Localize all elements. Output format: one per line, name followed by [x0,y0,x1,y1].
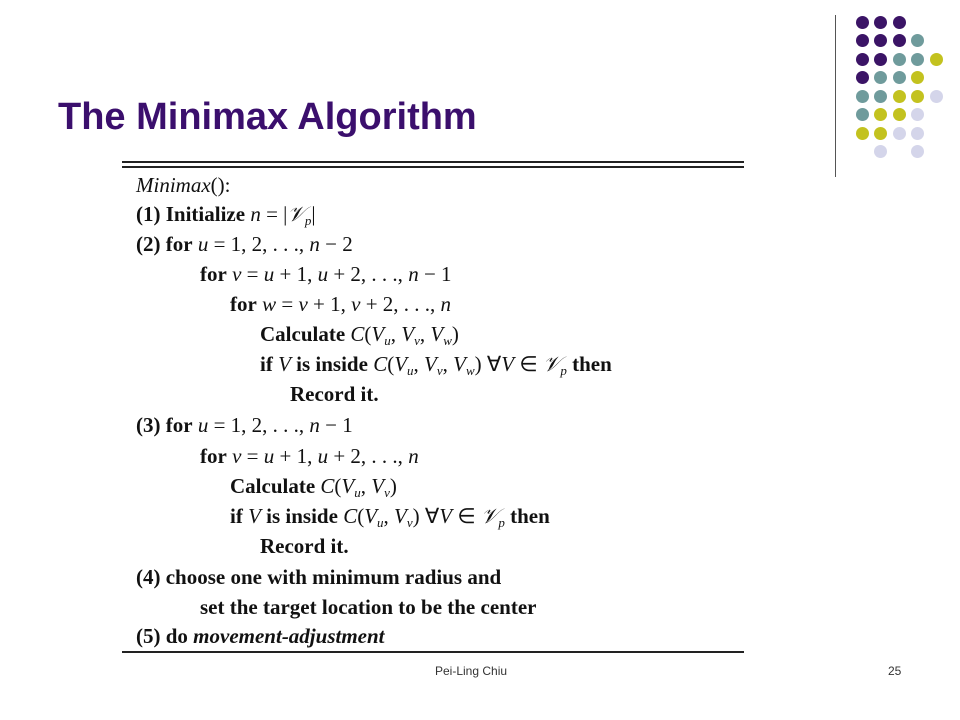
decorative-dot [893,16,906,29]
decorative-dot [893,90,906,103]
decorative-dot [911,53,924,66]
decorative-dot [874,90,887,103]
decorative-dot [874,108,887,121]
decorative-dot [911,71,924,84]
decorative-dot [893,71,906,84]
decorative-dot [874,53,887,66]
algo-line-1: (1) Initialize n = |𝒱$_p$| [136,202,316,228]
algo-line-9: for v = u + 1, u + 2, . . ., n [200,444,419,468]
algo-line-12: Record it. [260,534,349,558]
algo-line-6: if V is inside $C(V_u$, $V_v$, $V_w$) ∀V ∈ 𝒱$_p$ then [260,352,612,378]
algorithm-box [122,161,744,655]
top-rule [122,161,744,163]
decorative-dot [893,127,906,140]
decorative-dot [911,34,924,47]
decorative-dot [874,127,887,140]
algo-line-2: (2) for u = 1, 2, . . ., n − 2 [136,232,353,256]
algo-line-8: (3) for u = 1, 2, . . ., n − 1 [136,413,353,437]
decorative-dot [856,34,869,47]
decorative-dot [893,53,906,66]
decorative-dot [856,108,869,121]
algo-line-10: Calculate $C(V_u$, $V_v$) [230,474,397,500]
algo-line-5: Calculate $C(V_u$, $V_v$, $V_w$) [260,322,459,348]
decorative-dot [856,16,869,29]
decorative-dot [930,90,943,103]
page-number: 25 [888,664,902,678]
algo-line-7: Record it. [290,382,379,406]
algo-line-14: set the target location to be the center [200,595,537,619]
header-divider-line [835,15,836,177]
algo-line-11: if V is inside $C(V_u$, $V_v$) ∀V ∈ 𝒱$_p$ then [230,504,550,530]
decorative-dot [893,108,906,121]
decorative-dot [874,34,887,47]
decorative-dot [911,108,924,121]
decorative-dot [893,34,906,47]
decorative-dot [911,90,924,103]
footer-author: Pei-Ling Chiu [435,664,508,678]
bottom-rule [122,651,744,653]
decorative-dot [856,90,869,103]
decorative-dot [874,71,887,84]
algo-line-13: (4) choose one with minimum radius and [136,565,502,589]
decorative-dot [856,53,869,66]
top-rule-second [122,166,744,168]
algo-line-15: (5) do movement-adjustment [136,624,385,648]
decorative-dot [874,16,887,29]
algo-line-4: for w = v + 1, v + 2, . . ., n [230,292,452,316]
decorative-dot [874,145,887,158]
decorative-dot [911,145,924,158]
algo-line-3: for v = u + 1, u + 2, . . ., n − 1 [200,262,452,286]
decorative-dot [911,127,924,140]
decorative-dot [930,53,943,66]
decorative-dot [856,127,869,140]
slide-title: The Minimax Algorithm [58,96,477,138]
algorithm-name: Minimax(): [136,173,231,197]
decorative-dot [856,71,869,84]
